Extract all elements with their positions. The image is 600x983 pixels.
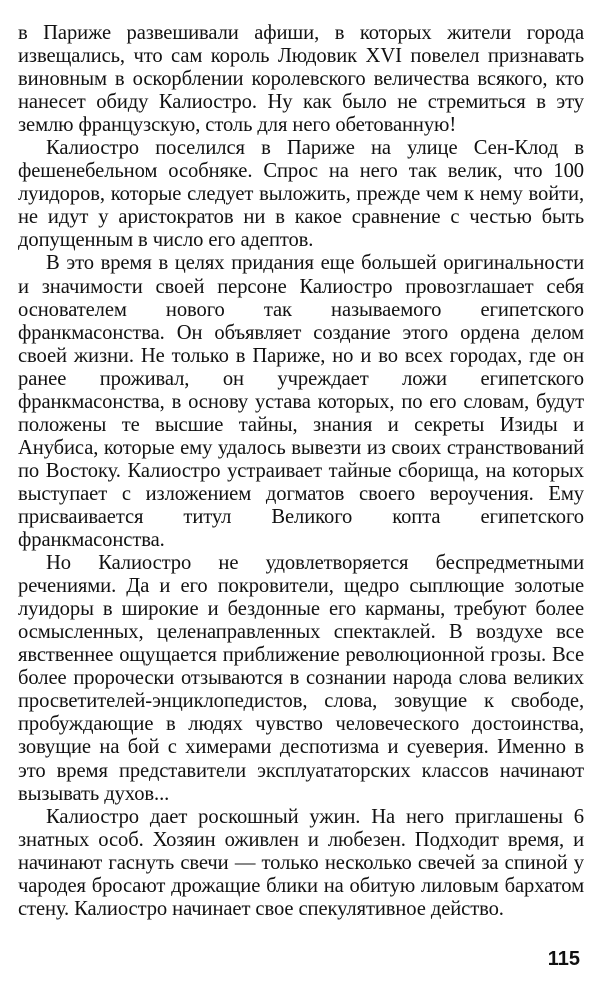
page-number: 115 [547,948,580,970]
book-page [18,22,584,962]
paragraph-4: Но Калиостро не удовлетворяется беспредметными речениями. Да и его покровители, щедро сыплющие золотые луидоры в широкие и бездонные его карманы, требуют более осмысленных, целенаправленных спектаклей. В воздухе все явственнее ощущается приближение революционной грозы. Все более пророчески отзываются в сознании народа слова великих просветителей-энциклопедистов, слова, зовущие к свободе, пробуждающие в людях чувство человеческого достоинства, зовущие на бой с химерами деспотизма и суеверия. Именно в это время представители эксплуататорских классов начинают вызывать духов... [18,552,584,805]
paragraph-5: Калиостро дает роскошный ужин. На него приглашены 6 знатных особ. Хозяин оживлен и любезен. Подходит время, и начинают гаснуть свечи — только несколько свечей за спиной у чародея бросают дрожащие блики на обитую лиловым бархатом стену. Калиостро начинает свое спекулятивное действо. [18,805,584,920]
paragraph-3: В это время в целях придания еще большей оригинальности и значимости своей персоне Калиостро провозглашает себя основателем нового так называемого египетского франкмасонства. Он объявляет создание этого ордена делом своей жизни. Не только в Париже, но и во всех городах, где он ранее проживал, он учреждает ложи египетского франкмасонства, в основу устава которых, по его словам, будут положены те высшие тайны, знания и секреты Изиды и Анубиса, которые ему удалось вывезти из своих странствований по Востоку. Калиостро устраивает тайные сборища, на которых выступает с изложением догматов своего вероучения. Ему присваивается титул Великого копта египетского франкмасонства. [18,252,584,552]
paragraph-2: Калиостро поселился в Париже на улице Сен-Клод в фешенебельном особняке. Спрос на него так велик, что 100 луидоров, которые следует выложить, прежде чем к нему войти, не идут у аристократов ни в какое сравнение с честью быть допущенным в число его адептов. [18,137,584,252]
paragraph-1: в Париже развешивали афиши, в которых жители города извещались, что сам король Людовик XVI повелел признавать виновным в оскорблении королевского величества всякого, кто нанесет обиду Калиостро. Ну как было не стремиться в эту землю французскую, столь для него обетованную! [18,22,584,137]
